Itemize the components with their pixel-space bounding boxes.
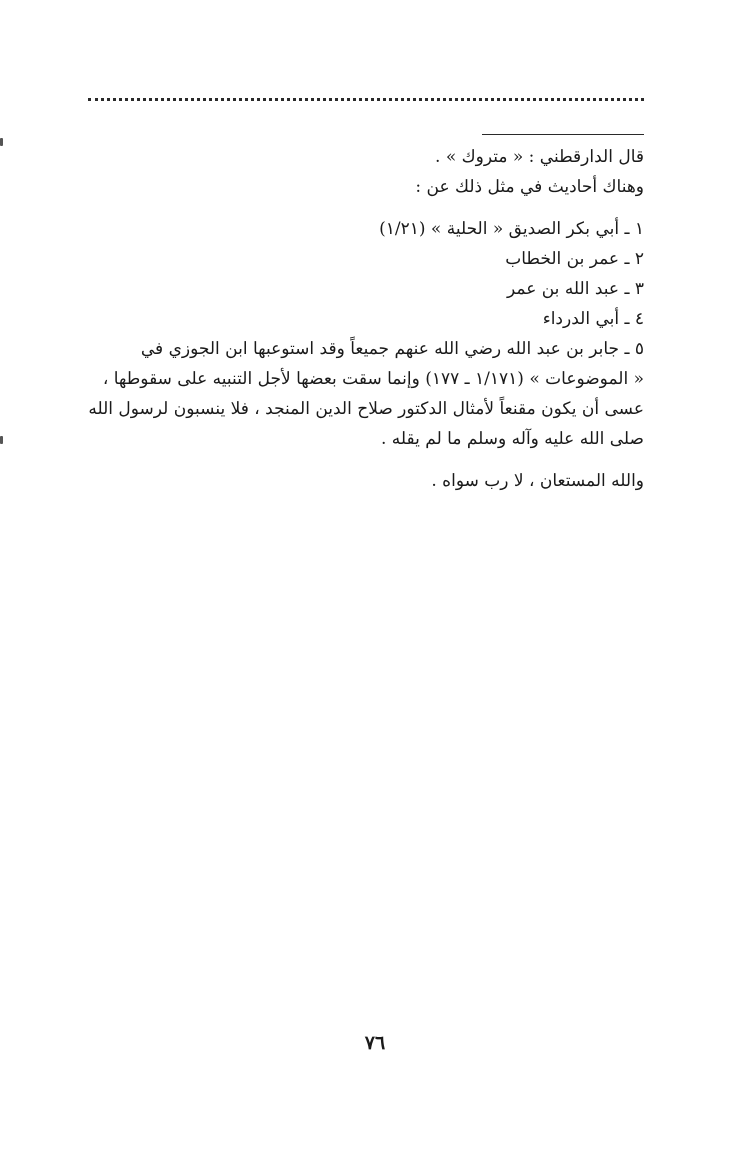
margin-mark [0, 436, 3, 444]
paragraph-line: « الموضوعات » (١/١٧١ ـ ١٧٧) وإنما سقت بعضها لأجل التنبيه على سقوطها ، [102, 369, 644, 389]
list-item: ٣ ـ عبد الله بن عمر [506, 279, 644, 299]
header-dotted-rule [88, 98, 644, 118]
paragraph-line: ٥ ـ جابر بن عبد الله رضي الله عنهم جميعاً وقد استوعبها ابن الجوزي في [140, 339, 644, 359]
page-number: ٧٦ [364, 1032, 386, 1054]
paragraph-line: صلى الله عليه وآله وسلم ما لم يقله . [380, 429, 644, 449]
footnote-text [88, 142, 644, 496]
footnote-line: قال الدارقطني : « متروك » . [435, 147, 644, 167]
margin-mark [0, 138, 3, 146]
list-item: ٤ ـ أبي الدرداء [542, 309, 644, 329]
list-item: ١ ـ أبي بكر الصديق « الحلية » (١/٢١) [379, 219, 644, 239]
footnote-line: وهناك أحاديث في مثل ذلك عن : [415, 177, 644, 197]
footnote-separator [482, 134, 644, 135]
paragraph-line: عسى أن يكون مقنعاً لأمثال الدكتور صلاح الدين المنجد ، فلا ينسبون لرسول الله [88, 399, 644, 419]
list-item: ٢ ـ عمر بن الخطاب [505, 249, 644, 269]
closing-line: والله المستعان ، لا رب سواه . [431, 471, 644, 491]
